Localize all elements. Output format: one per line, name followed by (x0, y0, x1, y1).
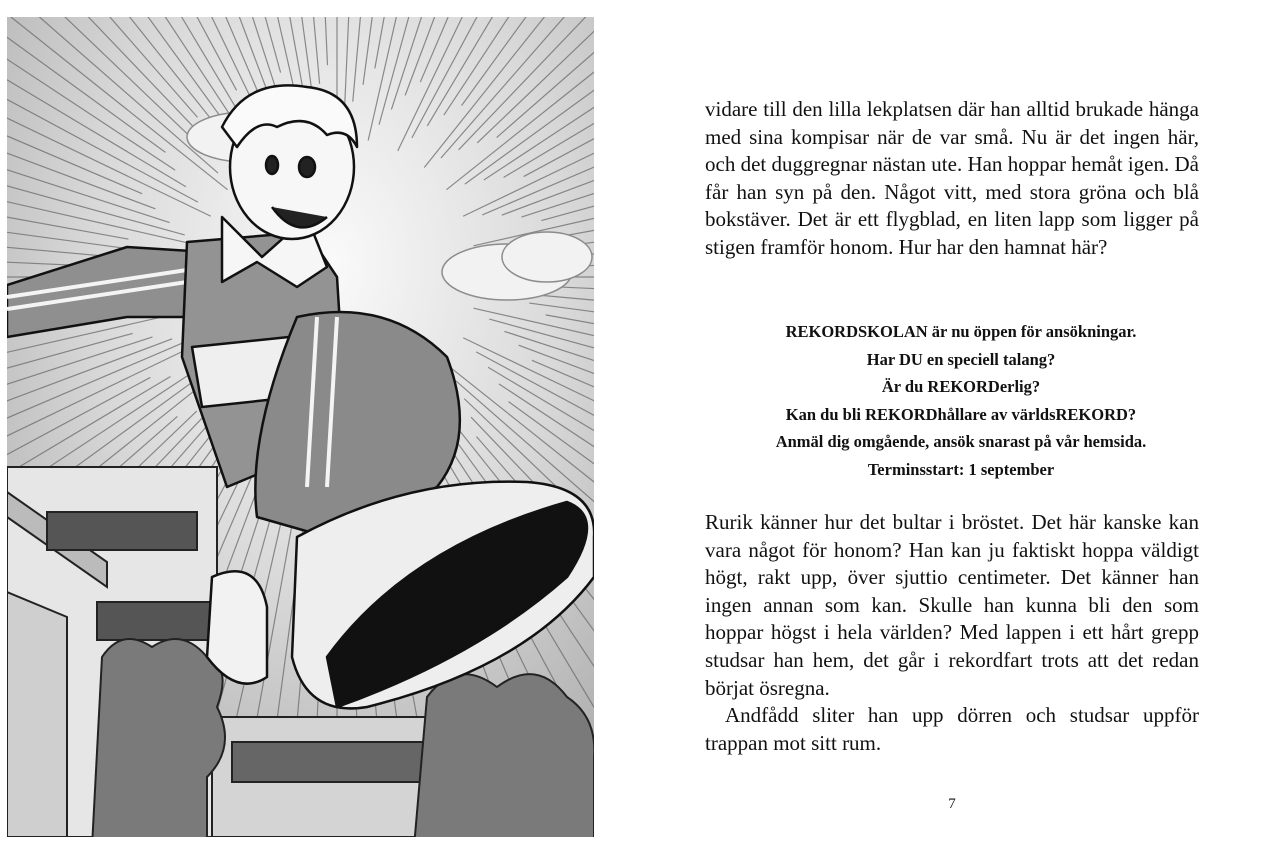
flyer-line: Anmäl dig omgående, ansök snarast på vår hemsida. (775, 432, 1147, 451)
flyer-line: Har DU en speciell talang? (866, 349, 1056, 369)
flyer-line: Är du REKORDerlig? (881, 377, 1041, 396)
flyer-line: Kan du bli REKORDhållare av världsREKORD? (785, 404, 1137, 424)
flyer-text (705, 318, 1217, 483)
paragraph-1: vidare till den lilla lekplatsen där han alltid brukade hänga med sina kompisar när de var små. Nu är det ingen här, och det duggregnar nästan ute. Han hoppar hemåt igen. Då får han syn på den. Något vitt, med stora gröna och blå bokstäver. Det är ett flygblad, en liten lapp som ligger på stigen framför honom. Hur har den hamnat här? (705, 97, 1199, 259)
paragraph-2: Rurik känner hur det bultar i bröstet. Det här kanske kan vara något för honom? Han kan ju faktiskt hoppa väldigt högt, rakt upp, över sjuttio centimeter. Det känner han ingen annan som kan. Skulle han kunna bli den som hoppar högst i hela världen? Med lappen i ett hårt grepp studsar han hem, det går i rekordfart trots att det redan börjat ösregna. (705, 510, 1199, 700)
paragraph-3: Andfådd sliter han upp dörren och studsar uppför trappan mot sitt rum. (705, 703, 1199, 755)
illustration-art (7, 17, 594, 837)
page-number: 7 (948, 796, 956, 812)
flyer-line: REKORDSKOLAN är nu öppen för ansökningar. (785, 322, 1137, 341)
flyer-line: Terminsstart: 1 september (867, 459, 1055, 479)
comic-illustration (7, 17, 594, 837)
paragraph-group (705, 509, 1199, 757)
